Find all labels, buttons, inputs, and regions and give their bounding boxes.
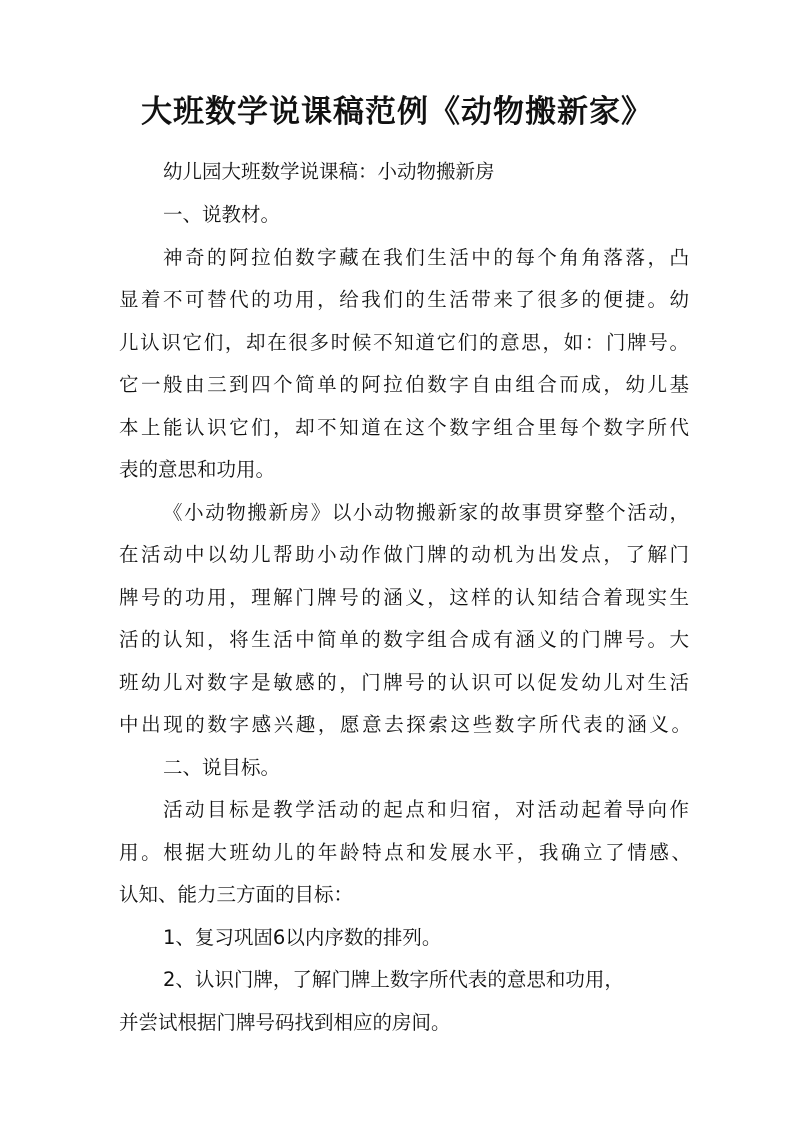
paragraph-2-line-5: 班幼儿对数字是敏感的，门牌号的认识可以促发幼儿对生活: [119, 671, 689, 694]
paragraph-1-line-1: 神奇的阿拉伯数字藏在我们生活中的每个角角落落，凸: [163, 246, 689, 269]
paragraph-2-line-4: 活的认知，将生活中简单的数字组合成有涵义的门牌号。大: [119, 628, 689, 651]
paragraph-3-line-1: 活动目标是教学活动的起点和归宿，对活动起着导向作: [163, 798, 689, 821]
paragraph-2-line-1: 《小动物搬新房》以小动物搬新家的故事贯穿整个活动，: [163, 501, 689, 524]
paragraph-1-line-2: 显着不可替代的功用，给我们的生活带来了很多的便捷。幼: [119, 288, 689, 311]
goal-item-2-line-1: 2、认识门牌，了解门牌上数字所代表的意思和功用，: [163, 968, 624, 991]
paragraph-1-line-6: 表的意思和功用。: [119, 458, 276, 481]
paragraph-2-line-2: 在活动中以幼儿帮助小动作做门牌的动机为出发点，了解门: [119, 543, 689, 566]
section-heading-2: 二、说目标。: [163, 756, 281, 779]
goal-item-2-line-2: 并尝试根据门牌号码找到相应的房间。: [119, 1011, 451, 1034]
subtitle-line: 幼儿园大班数学说课稿：小动物搬新房: [163, 160, 495, 183]
section-heading-1: 一、说教材。: [163, 203, 281, 226]
paragraph-3-line-3: 认知、能力三方面的目标：: [119, 883, 354, 906]
paragraph-1-line-4: 它一般由三到四个简单的阿拉伯数字自由组合而成，幼儿基: [119, 373, 689, 396]
paragraph-1-line-5: 本上能认识它们，却不知道在这个数字组合里每个数字所代: [119, 416, 689, 439]
paragraph-2-line-6: 中出现的数字感兴趣，愿意去探索这些数字所代表的涵义。: [119, 713, 691, 736]
goal-item-1: 1、复习巩固6以内序数的排列。: [163, 926, 442, 949]
document-title: 大班数学说课稿范例《动物搬新家》: [141, 94, 653, 130]
paragraph-3-line-2: 用。根据大班幼儿的年龄特点和发展水平，我确立了情感、: [119, 841, 691, 864]
paragraph-2-line-3: 牌号的功用，理解门牌号的涵义，这样的认知结合着现实生: [119, 586, 689, 609]
paragraph-1-line-3: 儿认识它们，却在很多时候不知道它们的意思，如：门牌号。: [119, 331, 689, 354]
